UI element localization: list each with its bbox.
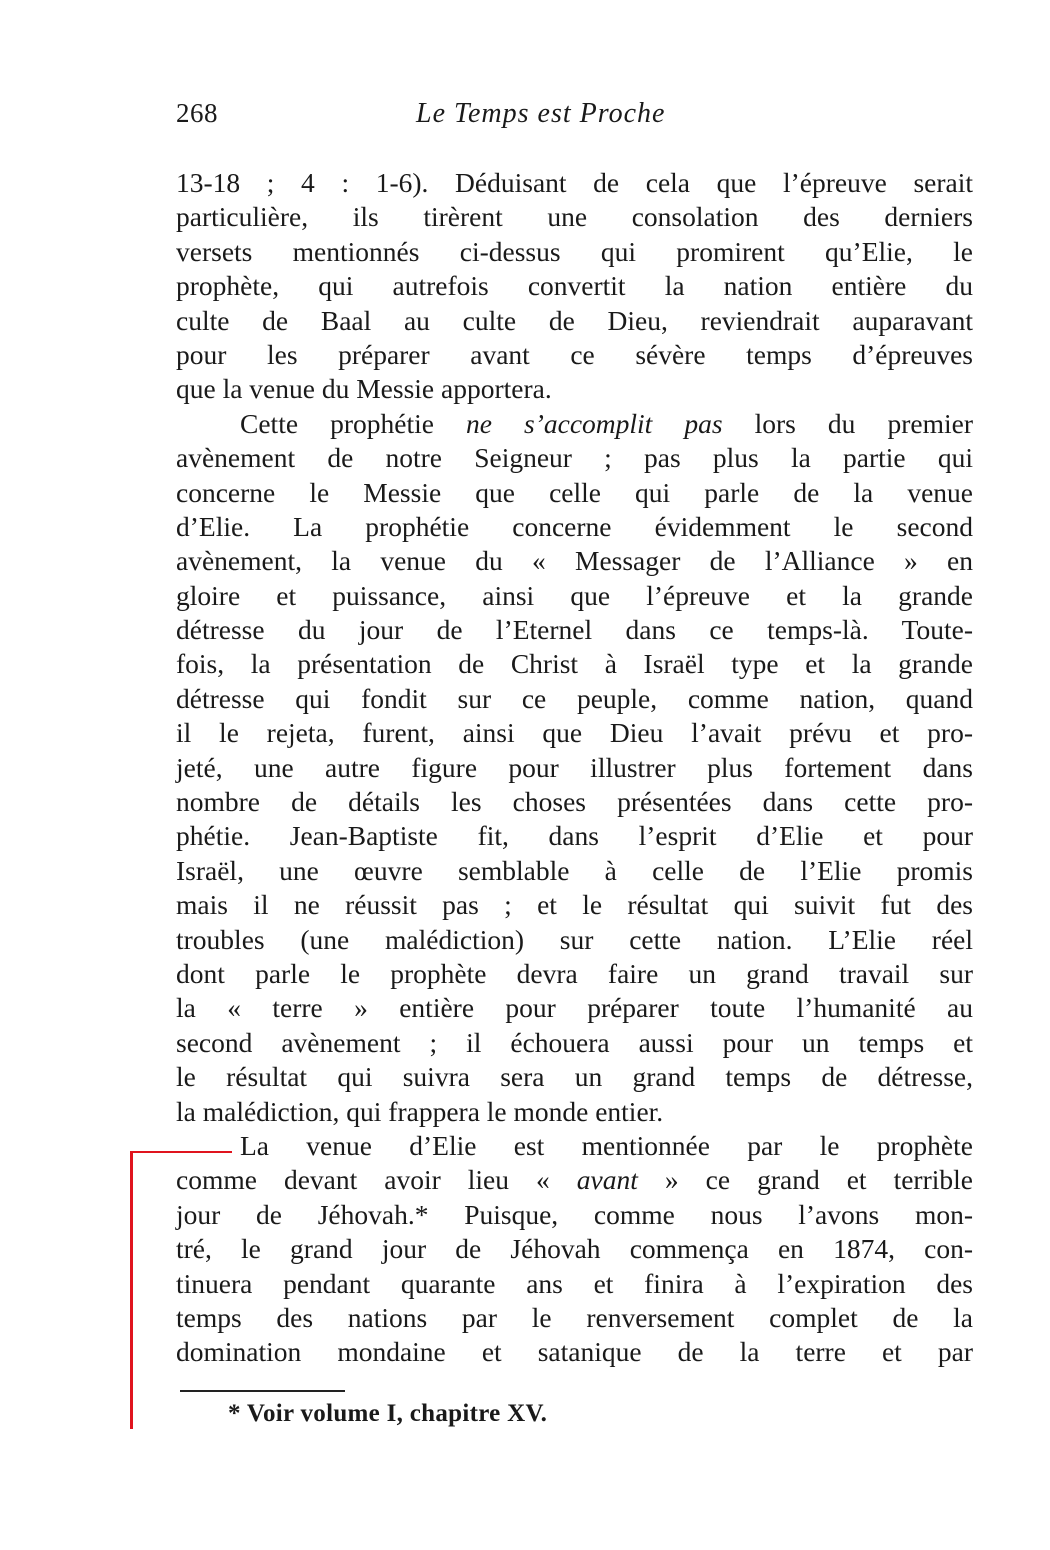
text-line: jeté, une autre figure pour illustrer plus fortement dans [176, 751, 973, 783]
text-line: d’Elie. La prophétie concerne évidemment le second [176, 510, 973, 542]
running-title: Le Temps est Proche [416, 98, 666, 129]
page-number: 268 [176, 98, 218, 128]
text-line: que la venue du Messie apportera. [176, 373, 552, 405]
text-line: la malédiction, qui frappera le monde entier. [176, 1095, 664, 1127]
text-line: détresse qui fondit sur ce peuple, comme nation, quand [176, 682, 973, 714]
text-line: nombre de détails les choses présentées dans cette pro- [176, 786, 973, 818]
footnote: * Voir volume I, chapitre XV. [228, 1400, 548, 1427]
text-line: fois, la présentation de Christ à Israël type et la grande [176, 648, 973, 680]
text-line: concerne le Messie que celle qui parle de la venue [176, 476, 973, 508]
text-line: dont parle le prophète devra faire un grand travail sur [176, 957, 973, 989]
text-line: mais il ne réussit pas ; et le résultat qui suivit fut des [176, 889, 973, 921]
text-line: jour de Jéhovah.* Puisque, comme nous l’avons mon- [176, 1198, 973, 1230]
text-line: particulière, ils tirèrent une consolation des derniers [176, 201, 973, 233]
text-line: Cette prophétie ne s’accomplit pas lors du premier [240, 407, 973, 439]
text-line: Israël, une œuvre semblable à celle de l’Elie promis [176, 854, 973, 886]
margin-marker-vertical [130, 1151, 133, 1429]
text-line: culte de Baal au culte de Dieu, reviendrait auparavant [176, 304, 973, 336]
text-line: gloire et puissance, ainsi que l’épreuve et la grande [176, 579, 973, 611]
text-line: temps des nations par le renversement complet de la [176, 1301, 973, 1333]
text-line: domination mondaine et satanique de la terre et par [176, 1336, 973, 1368]
italic-emphasis: ne s’accomplit pas [466, 407, 723, 439]
text-line: tinuera pendant quarante ans et finira à l’expiration des [176, 1267, 973, 1299]
text-line: tré, le grand jour de Jéhovah commença en 1874, con- [176, 1233, 973, 1265]
text-line: troubles (une malédiction) sur cette nation. L’Elie réel [176, 923, 973, 955]
running-head [176, 98, 976, 138]
italic-emphasis: avant [576, 1164, 638, 1196]
text-line: 13-18 ; 4 : 1-6). Déduisant de cela que l’épreuve serait [176, 167, 973, 198]
text-line: phétie. Jean-Baptiste fit, dans l’esprit d’Elie et pour [176, 820, 973, 852]
paragraph-2 [176, 407, 973, 1129]
text-line: le résultat qui suivra sera un grand temps de détresse, [176, 1061, 973, 1093]
text-line: pour les préparer avant ce sévère temps d’épreuves [176, 338, 973, 370]
text-line: il le rejeta, furent, ainsi que Dieu l’avait prévu et pro- [176, 717, 973, 749]
text-line: second avènement ; il échouera aussi pour un temps et [176, 1026, 973, 1058]
paragraph-3 [176, 1129, 973, 1370]
text-line: La venue d’Elie est mentionnée par le prophète [240, 1129, 973, 1161]
text-line: comme devant avoir lieu « avant » ce grand et terrible [176, 1164, 973, 1196]
text-line: avènement de notre Seigneur ; pas plus la partie qui [176, 442, 973, 474]
text-line: versets mentionnés ci-dessus qui promirent qu’Elie, le [176, 235, 973, 267]
footnote-rule [180, 1390, 345, 1392]
paragraph-1 [176, 166, 973, 407]
body-text [176, 166, 973, 1370]
text-line: avènement, la venue du « Messager de l’Alliance » en [176, 545, 973, 577]
text-line: détresse du jour de l’Eternel dans ce temps-là. Toute- [176, 614, 973, 646]
text-line: prophète, qui autrefois convertit la nation entière du [176, 270, 973, 302]
margin-marker-horizontal [130, 1151, 232, 1153]
text-line: la « terre » entière pour préparer toute l’humanité au [176, 992, 973, 1024]
